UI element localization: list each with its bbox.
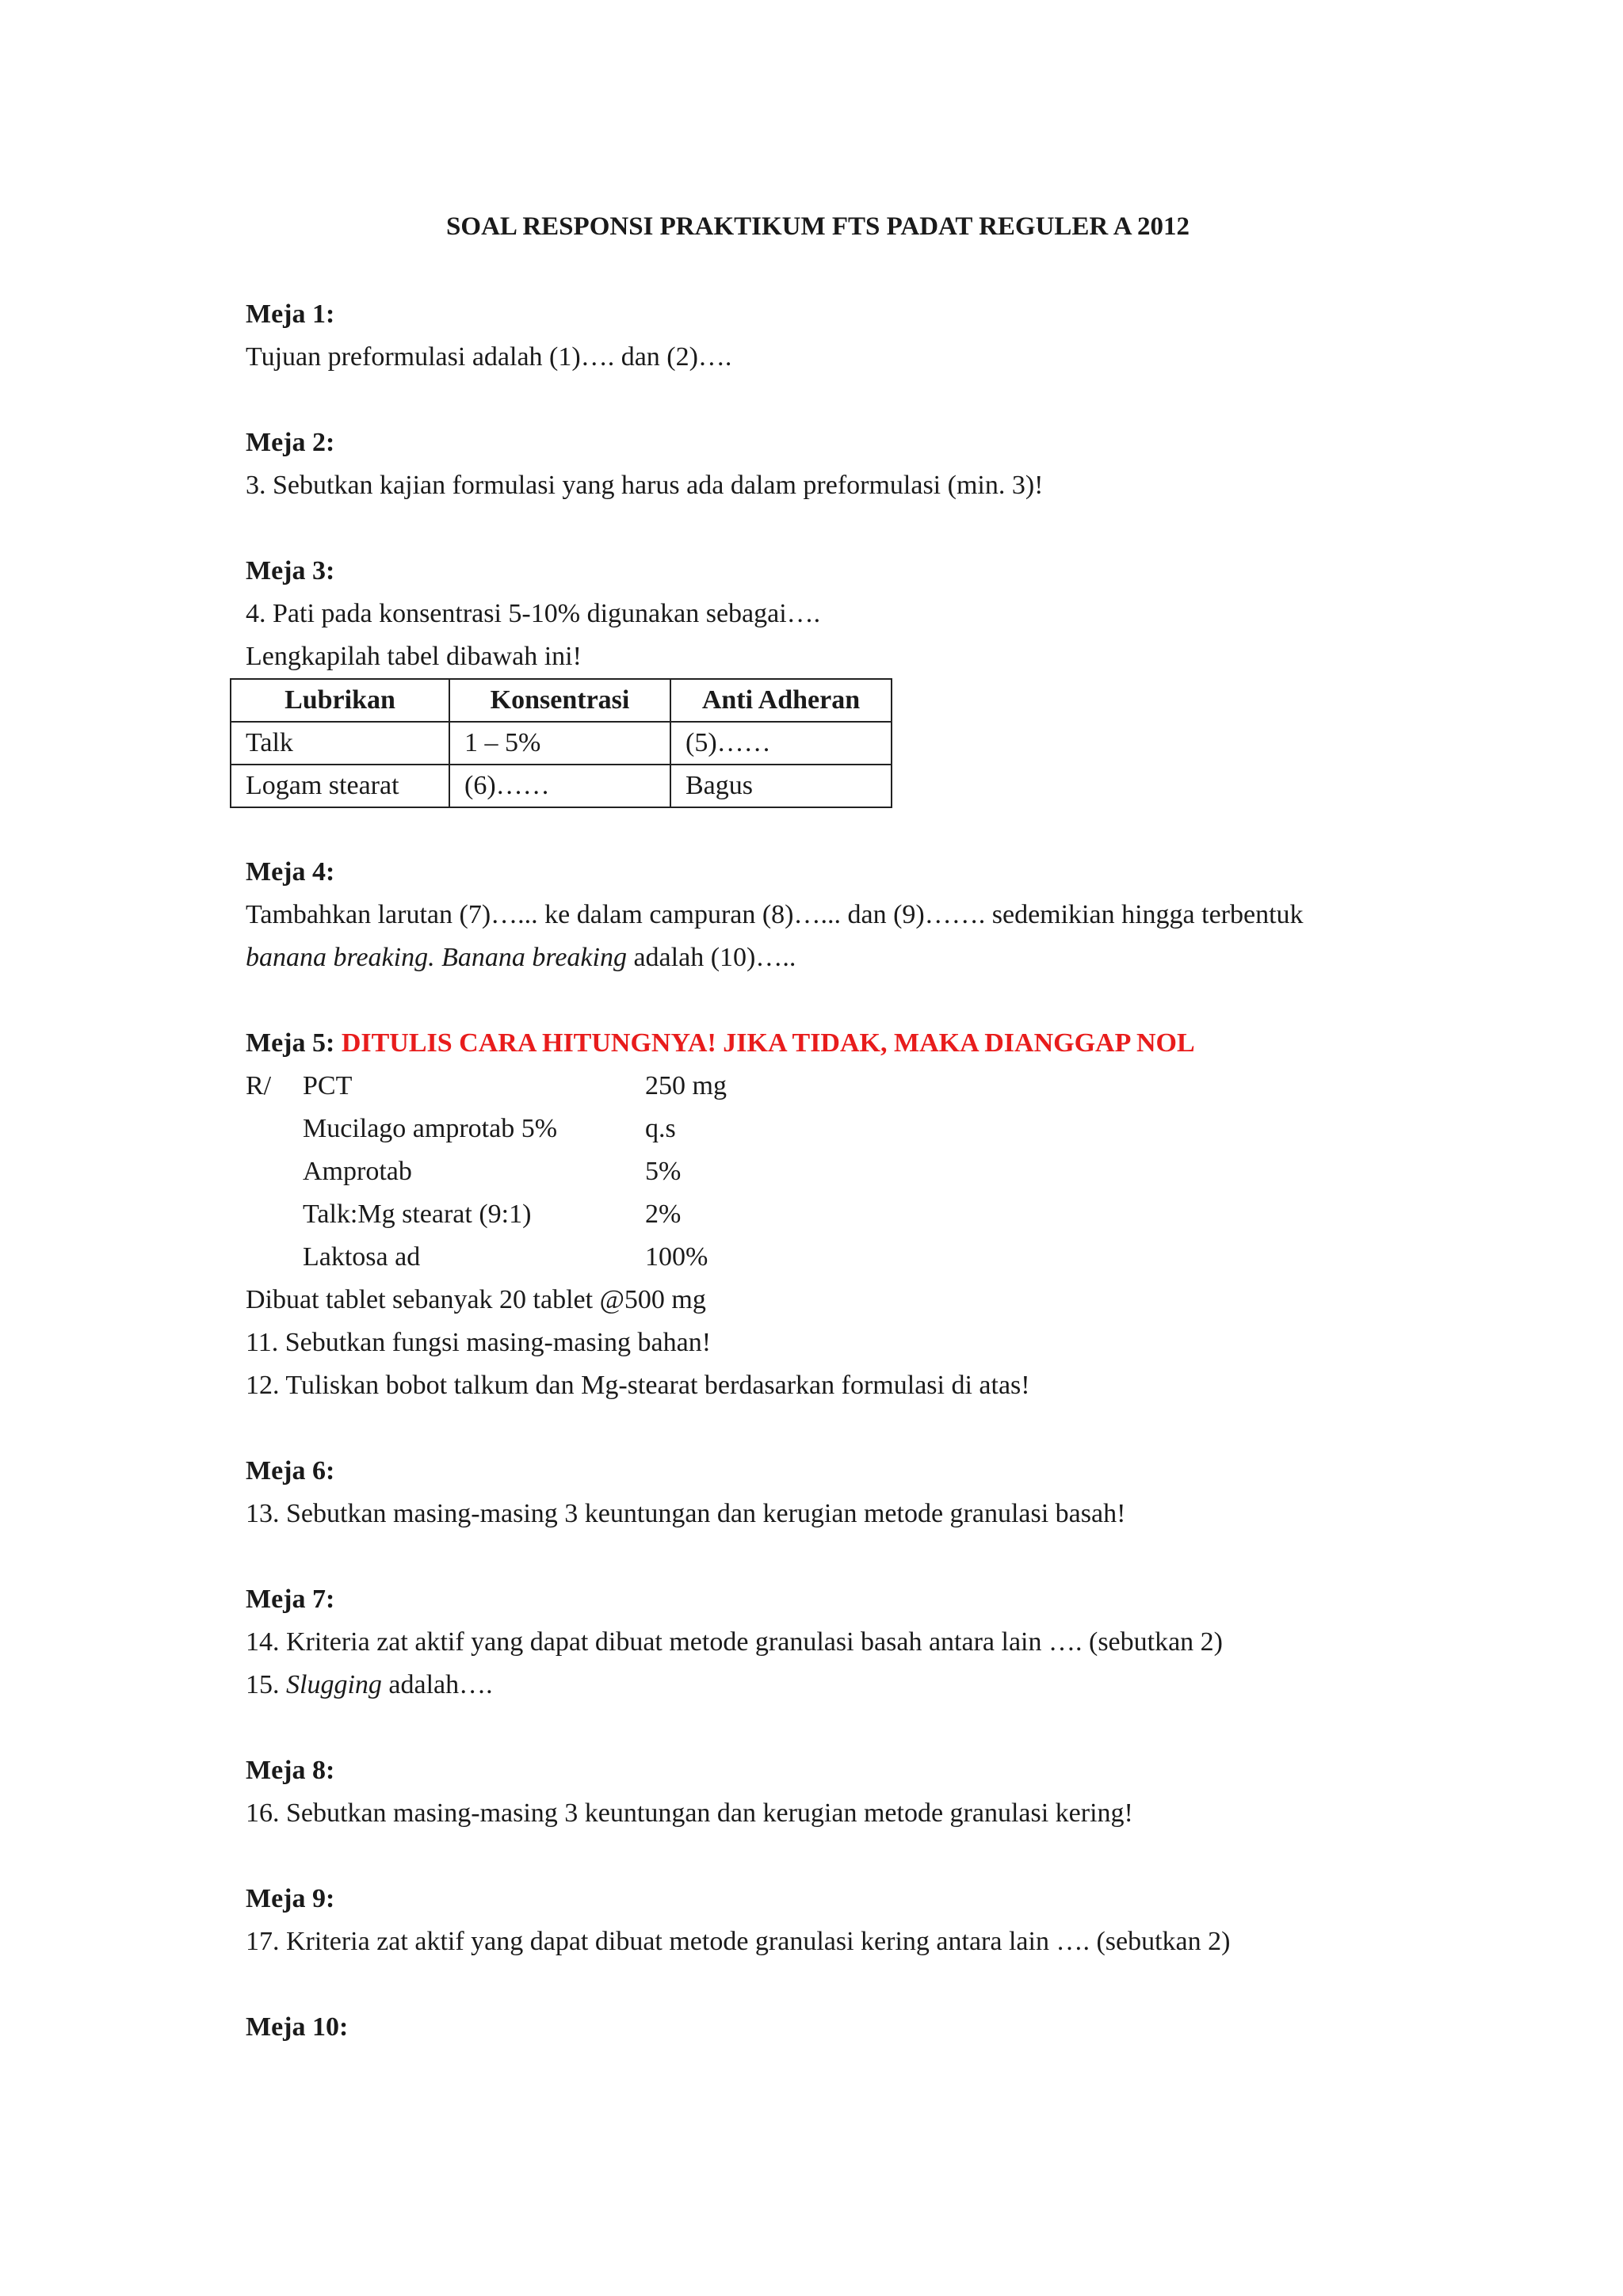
italic-term: banana breaking. Banana breaking bbox=[246, 943, 627, 972]
instruction-line: Lengkapilah tabel dibawah ini! bbox=[246, 642, 582, 671]
question-line: 17. Kriteria zat aktif yang dapat dibuat metode granulasi kering antara lain …. (sebutkan 2) bbox=[246, 1927, 1231, 1956]
instruction-line: Dibuat tablet sebanyak 20 tablet @500 mg bbox=[246, 1285, 706, 1314]
rx-ingredient: Mucilago amprotab 5% bbox=[303, 1114, 558, 1143]
prescription-row bbox=[246, 1108, 1387, 1150]
rx-ingredient: PCT bbox=[303, 1071, 353, 1100]
prescription-row bbox=[246, 1236, 1387, 1279]
section-heading: Meja 1: bbox=[246, 299, 335, 329]
question-line: 11. Sebutkan fungsi masing-masing bahan! bbox=[246, 1328, 712, 1357]
section-meja-7 bbox=[246, 1578, 1387, 1707]
table-header-row bbox=[231, 679, 892, 722]
rx-amount: 100% bbox=[645, 1242, 708, 1272]
section-meja-3 bbox=[246, 550, 1387, 808]
question-number: 15. bbox=[246, 1670, 286, 1699]
table-header-cell: Anti Adheran bbox=[670, 679, 892, 722]
question-line: 12. Tuliskan bobot talkum dan Mg-stearat berdasarkan formulasi di atas! bbox=[246, 1371, 1030, 1400]
rx-ingredient: Laktosa ad bbox=[303, 1242, 421, 1272]
table-row bbox=[231, 722, 892, 765]
table-cell: (6)…… bbox=[449, 765, 670, 807]
question-line: 4. Pati pada konsentrasi 5-10% digunakan sebagai…. bbox=[246, 599, 821, 628]
table-cell: (5)…… bbox=[670, 722, 892, 765]
section-meja-1 bbox=[246, 293, 1387, 379]
rx-amount: 2% bbox=[645, 1199, 682, 1229]
rx-prefix: R/ bbox=[246, 1071, 272, 1100]
rx-amount: 250 mg bbox=[645, 1071, 727, 1100]
section-meja-9 bbox=[246, 1878, 1387, 1963]
section-meja-4 bbox=[246, 851, 1387, 979]
document-title: SOAL RESPONSI PRAKTIKUM FTS PADAT REGULER A 2012 bbox=[446, 212, 1190, 241]
section-heading: Meja 6: bbox=[246, 1456, 335, 1486]
section-heading: Meja 4: bbox=[246, 857, 335, 887]
section-meja-6 bbox=[246, 1450, 1387, 1535]
question-line: 13. Sebutkan masing-masing 3 keuntungan dan kerugian metode granulasi basah! bbox=[246, 1499, 1126, 1528]
question-text: adalah (10)….. bbox=[626, 943, 796, 972]
table-cell: Bagus bbox=[670, 765, 892, 807]
section-heading: Meja 3: bbox=[246, 556, 335, 585]
table-cell: 1 – 5% bbox=[449, 722, 670, 765]
document-body bbox=[246, 293, 1387, 2092]
section-meja-5 bbox=[246, 1022, 1387, 1407]
italic-term: Slugging bbox=[286, 1670, 382, 1699]
question-line: 16. Sebutkan masing-masing 3 keuntungan dan kerugian metode granulasi kering! bbox=[246, 1798, 1133, 1828]
question-line bbox=[246, 936, 1387, 979]
section-heading: Meja 9: bbox=[246, 1884, 335, 1913]
rx-ingredient: Amprotab bbox=[303, 1157, 412, 1186]
prescription-row bbox=[246, 1150, 1387, 1193]
question-line: Tambahkan larutan (7)…... ke dalam campuran (8)…... dan (9)……. sedemikian hingga terbentuk bbox=[246, 900, 1304, 929]
question-line: 14. Kriteria zat aktif yang dapat dibuat metode granulasi basah antara lain …. (sebutkan 2) bbox=[246, 1627, 1223, 1657]
section-heading: Meja 2: bbox=[246, 428, 335, 457]
section-heading: Meja 7: bbox=[246, 1585, 335, 1614]
section-heading: Meja 8: bbox=[246, 1756, 335, 1785]
section-heading-row bbox=[246, 1022, 1387, 1065]
table-cell: Logam stearat bbox=[231, 765, 449, 807]
section-heading: Meja 5: bbox=[246, 1028, 335, 1058]
lubricant-table bbox=[230, 678, 892, 808]
section-meja-10 bbox=[246, 2006, 1387, 2049]
prescription-row bbox=[246, 1065, 1387, 1108]
rx-amount: 5% bbox=[645, 1157, 682, 1186]
table-header-cell: Lubrikan bbox=[231, 679, 449, 722]
question-line bbox=[246, 1664, 1387, 1707]
rx-amount: q.s bbox=[645, 1114, 676, 1143]
question-text: adalah…. bbox=[381, 1670, 493, 1699]
table-row bbox=[231, 765, 892, 807]
table-header-cell: Konsentrasi bbox=[449, 679, 670, 722]
table-cell: Talk bbox=[231, 722, 449, 765]
prescription-row bbox=[246, 1193, 1387, 1236]
rx-ingredient: Talk:Mg stearat (9:1) bbox=[303, 1199, 532, 1229]
section-meja-2 bbox=[246, 421, 1387, 507]
section-heading: Meja 10: bbox=[246, 2012, 349, 2042]
question-line: 3. Sebutkan kajian formulasi yang harus ada dalam preformulasi (min. 3)! bbox=[246, 471, 1044, 500]
section-meja-8 bbox=[246, 1749, 1387, 1835]
warning-text: DITULIS CARA HITUNGNYA! JIKA TIDAK, MAKA DIANGGAP NOL bbox=[341, 1028, 1195, 1058]
question-line: Tujuan preformulasi adalah (1)…. dan (2)…. bbox=[246, 342, 732, 372]
